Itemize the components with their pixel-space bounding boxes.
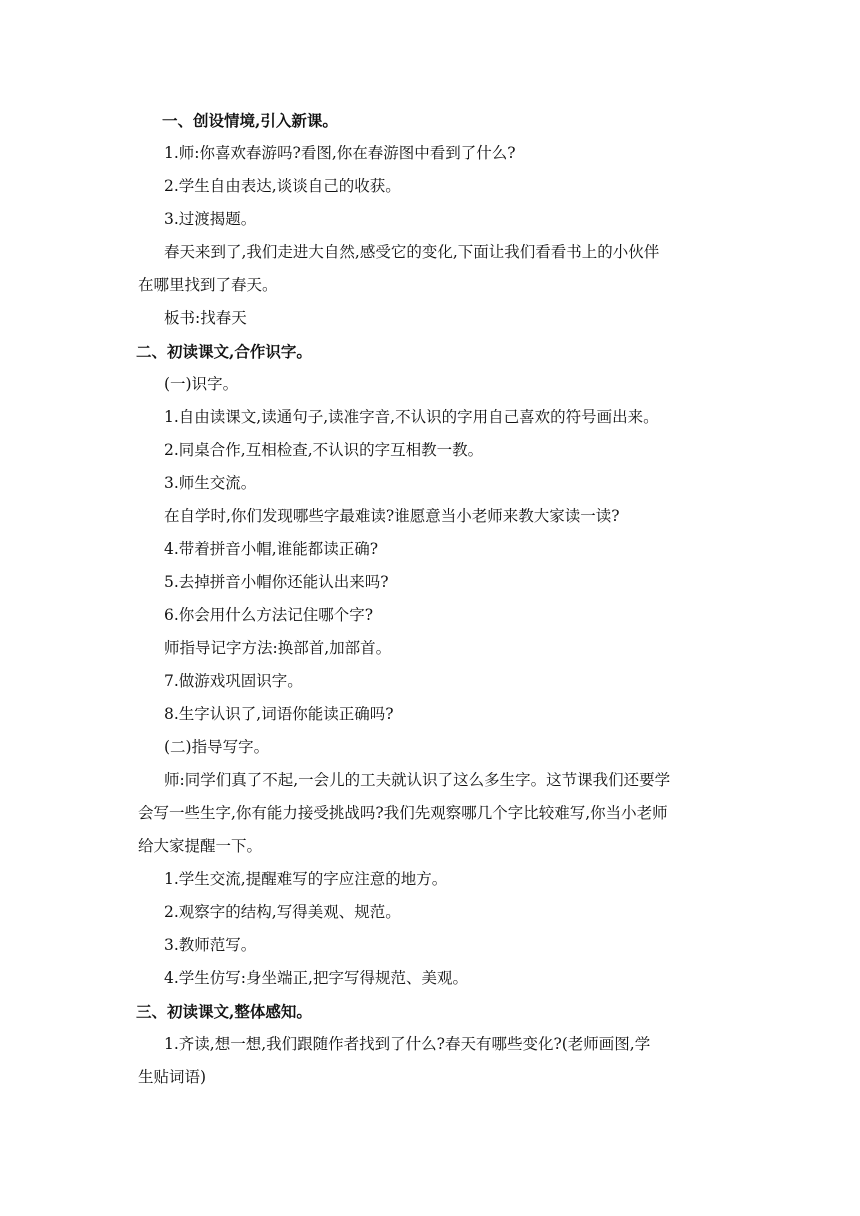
text-line: 1.师:你喜欢春游吗?看图,你在春游图中看到了什么?: [164, 144, 516, 162]
text-line: 4.带着拼音小帽,谁能都读正确?: [164, 540, 379, 558]
text-line: 2.同桌合作,互相检查,不认识的字互相教一教。: [164, 441, 484, 459]
text-line: 师指导记字方法:换部首,加部首。: [164, 639, 392, 657]
text-line: 5.去掉拼音小帽你还能认出来吗?: [164, 573, 389, 591]
section-heading-3: 三、初读课文,整体感知。: [136, 1002, 312, 1021]
paragraph-continuation-line: 在哪里找到了春天。: [138, 276, 278, 294]
text-line: 3.教师范写。: [164, 936, 257, 954]
section-heading-2: 二、初读课文,合作识字。: [136, 342, 312, 361]
text-line: 8.生字认识了,词语你能读正确吗?: [164, 705, 394, 723]
text-line: 3.过渡揭题。: [164, 210, 257, 228]
text-line: 4.学生仿写:身坐端正,把字写得规范、美观。: [164, 969, 468, 987]
text-line: 2.观察字的结构,写得美观、规范。: [164, 903, 401, 921]
paragraph-first-line: 春天来到了,我们走进大自然,感受它的变化,下面让我们看看书上的小伙伴: [164, 243, 660, 261]
section-heading-1: 一、创设情境,引入新课。: [162, 111, 338, 130]
paragraph-first-line: 师:同学们真了不起,一会儿的工夫就认识了这么多生字。这节课我们还要学: [164, 771, 671, 789]
text-line: 2.学生自由表达,谈谈自己的收获。: [164, 177, 401, 195]
paragraph: [138, 236, 744, 302]
text-line: 1.学生交流,提醒难写的字应注意的地方。: [164, 870, 448, 888]
paragraph-continuation-line: 会写一些生字,你有能力接受挑战吗?我们先观察哪几个字比较难写,你当小老师: [138, 804, 668, 822]
paragraph: [138, 1028, 744, 1094]
paragraph-first-line: 1.齐读,想一想,我们跟随作者找到了什么?春天有哪些变化?(老师画图,学: [164, 1035, 651, 1053]
text-line: 1.自由读课文,读通句子,读准字音,不认识的字用自己喜欢的符号画出来。: [164, 408, 659, 426]
text-line: 板书:找春天: [164, 309, 247, 327]
text-line: 在自学时,你们发现哪些字最难读?谁愿意当小老师来教大家读一读?: [164, 507, 620, 525]
text-line: (一)识字。: [164, 375, 239, 393]
paragraph: [138, 764, 744, 863]
text-line: 6.你会用什么方法记住哪个字?: [164, 606, 374, 624]
text-line: 3.师生交流。: [164, 474, 257, 492]
text-line: (二)指导写字。: [164, 738, 270, 756]
paragraph-continuation-line: 生贴词语): [138, 1068, 207, 1086]
text-line: 7.做游戏巩固识字。: [164, 672, 303, 690]
paragraph-continuation-line: 给大家提醒一下。: [138, 837, 263, 855]
